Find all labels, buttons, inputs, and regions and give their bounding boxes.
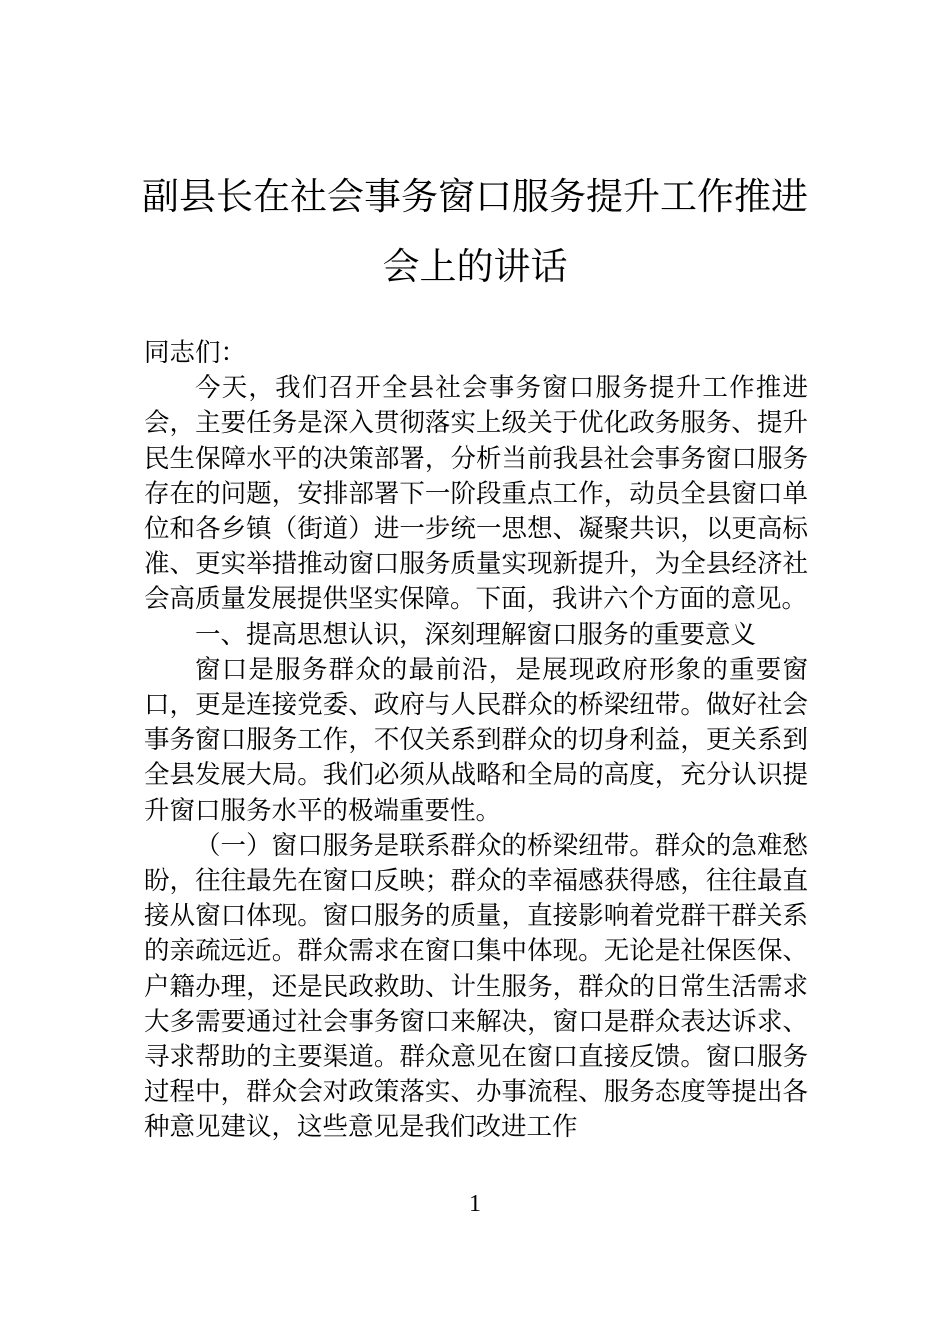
paragraph-opening: 今天，我们召开全县社会事务窗口服务提升工作推进会，主要任务是深入贯彻落实上级关于优化政务服务、提升民生保障水平的决策部署，分析当前我县社会事务窗口服务存在的问题，安排部署下一阶段重点工作，动员全县窗口单位和各乡镇（街道）进一步统一思想、凝聚共识，以更高标准、更实举措推动窗口服务质量实现新提升，为全县经济社会高质量发展提供坚实保障。下面，我讲六个方面的意见。 [144, 373, 808, 615]
document-title-line-2: 会上的讲话 [382, 245, 568, 288]
paragraph-subsection-1: （一）窗口服务是联系群众的桥梁纽带。群众的急难愁盼，往往最先在窗口反映；群众的幸福感获得感，往往最直接从窗口体现。窗口服务的质量，直接影响着党群干群关系的亲疏远近。群众需求在窗口集中体现。无论是社保医保、户籍办理，还是民政救助、计生服务，群众的日常生活需求大多需要通过社会事务窗口来解决，窗口是群众表达诉求、寻求帮助的主要渠道。群众意见在窗口直接反馈。窗口服务过程中，群众会对政策落实、办事流程、服务态度等提出各种意见建议，这些意见是我们改进工作 [144, 830, 808, 1143]
salutation: 同志们： [144, 338, 247, 368]
page-number: 1 [469, 1191, 481, 1217]
document-title-line-1: 副县长在社会事务窗口服务提升工作推进 [142, 175, 808, 218]
section-heading-1: 一、提高思想认识，深刻理解窗口服务的重要意义 [195, 619, 757, 650]
paragraph-section-1-intro: 窗口是服务群众的最前沿，是展现政府形象的重要窗口，更是连接党委、政府与人民群众的桥梁纽带。做好社会事务窗口服务工作，不仅关系到群众的切身利益，更关系到全县发展大局。我们必须从战略和全局的高度，充分认识提升窗口服务水平的极端重要性。 [144, 654, 808, 826]
document-body [144, 336, 808, 1146]
